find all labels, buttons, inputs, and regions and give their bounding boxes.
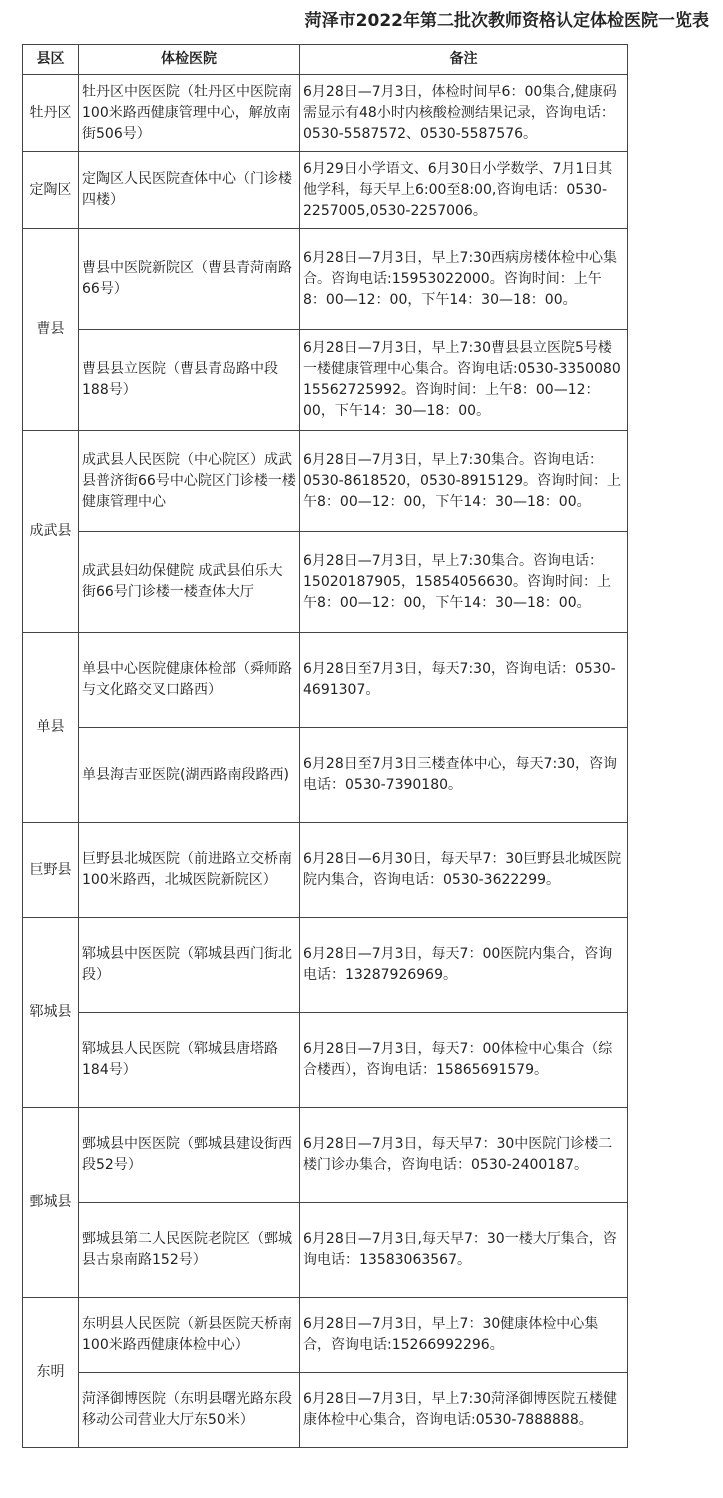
hospital-cell: 郓城县人民医院（郓城县唐塔路184号）: [79, 1013, 300, 1108]
hospital-cell: 单县中心医院健康体检部（舜师路与文化路交叉口路西）: [79, 633, 300, 728]
county-cell: 单县: [23, 633, 79, 823]
header-county: 县区: [23, 45, 79, 75]
hospital-table: [22, 44, 628, 1448]
note-cell: 6月28日—6月30日，每天早7：30巨野县北城医院院内集合，咨询电话：0530-3622299。: [300, 823, 628, 918]
note-cell: 6月28日—7月3日，早上7:30集合。咨询电话：0530-8618520，0530-8915129。咨询时间：上午8：00—12：00，下午14：30—18：00。: [300, 431, 628, 532]
table-row: [23, 431, 628, 532]
table-row: [23, 1203, 628, 1298]
note-cell: 6月28日—7月3日，每天早7：30中医院门诊楼二楼门诊办集合，咨询电话：0530-2400187。: [300, 1108, 628, 1203]
note-cell: 6月29日小学语文、6月30日小学数学、7月1日其他学科，每天早上6:00至8:00,咨询电话：0530-2257005,0530-2257006。: [300, 152, 628, 229]
note-cell: 6月28日至7月3日，每天7:30，咨询电话：0530-4691307。: [300, 633, 628, 728]
county-cell: 定陶区: [23, 152, 79, 229]
header-note: 备注: [300, 45, 628, 75]
county-cell: 牡丹区: [23, 75, 79, 152]
table-row: [23, 229, 628, 330]
note-cell: 6月28日—7月3日，早上7:30西病房楼体检中心集合。咨询电话:15953022000。咨询时间：上午8：00—12：00，下午14：30—18：00。: [300, 229, 628, 330]
header-hospital: 体检医院: [79, 45, 300, 75]
table-row: [23, 330, 628, 431]
table-row: [23, 532, 628, 633]
hospital-cell: 郓城县中医医院（郓城县西门街北段）: [79, 918, 300, 1013]
note-cell: 6月28日—7月3日,每天早7：30一楼大厅集合，咨询电话：13583063567。: [300, 1203, 628, 1298]
table-row: [23, 823, 628, 918]
county-cell: 成武县: [23, 431, 79, 633]
table-row: [23, 1373, 628, 1448]
county-cell: 鄄城县: [23, 1108, 79, 1298]
hospital-cell: 成武县人民医院（中心院区）成武县普济街66号中心院区门诊楼一楼健康管理中心: [79, 431, 300, 532]
note-cell: 6月28日—7月3日，早上7:30菏泽御博医院五楼健康体检中心集合，咨询电话:0530-7888888。: [300, 1373, 628, 1448]
county-cell: 郓城县: [23, 918, 79, 1108]
note-cell: 6月28日—7月3日，早上7:30集合。咨询电话：15020187905，15854056630。咨询时间：上午8：00—12：00，下午14：30—18：00。: [300, 532, 628, 633]
note-cell: 6月28日—7月3日，早上7：30健康体检中心集合，咨询电话:15266992296。: [300, 1298, 628, 1373]
hospital-cell: 鄄城县中医医院（鄄城县建设街西段52号）: [79, 1108, 300, 1203]
hospital-cell: 东明县人民医院（新县医院天桥南100米路西健康体检中心）: [79, 1298, 300, 1373]
hospital-cell: 牡丹区中医医院（牡丹区中医院南100米路西健康管理中心，解放南街506号）: [79, 75, 300, 152]
note-cell: 6月28日—7月3日，体检时间早6：00集合,健康码需显示有48小时内核酸检测结果记录，咨询电话：0530-5587572、0530-5587576。: [300, 75, 628, 152]
table-row: [23, 728, 628, 823]
note-cell: 6月28日—7月3日，早上7:30曹县县立医院5号楼一楼健康管理中心集合。咨询电话:0530-3350080 15562725992。咨询时间：上午8：00—12：00，下午14：30—18：00。: [300, 330, 628, 431]
hospital-cell: 曹县县立医院（曹县青岛路中段188号）: [79, 330, 300, 431]
hospital-cell: 定陶区人民医院查体中心（门诊楼四楼）: [79, 152, 300, 229]
hospital-cell: 单县海吉亚医院(湖西路南段路西): [79, 728, 300, 823]
table-row: [23, 633, 628, 728]
county-cell: 东明: [23, 1298, 79, 1448]
hospital-cell: 巨野县北城医院（前进路立交桥南100米路西，北城医院新院区）: [79, 823, 300, 918]
table-row: [23, 1298, 628, 1373]
table-row: [23, 918, 628, 1013]
note-cell: 6月28日—7月3日，每天7：00医院内集合，咨询电话：13287926969。: [300, 918, 628, 1013]
hospital-cell: 菏泽御博医院（东明县曙光路东段移动公司营业大厅东50米）: [79, 1373, 300, 1448]
table-row: [23, 152, 628, 229]
hospital-cell: 曹县中医院新院区（曹县青菏南路66号）: [79, 229, 300, 330]
page-title: 菏泽市2022年第二批次教师资格认定体检医院一览表: [304, 11, 709, 31]
header-row: [23, 45, 628, 75]
note-cell: 6月28日—7月3日，每天7：00体检中心集合（综合楼西），咨询电话：15865691579。: [300, 1013, 628, 1108]
county-cell: 曹县: [23, 229, 79, 431]
table-row: [23, 75, 628, 152]
table-row: [23, 1013, 628, 1108]
table-row: [23, 1108, 628, 1203]
hospital-cell: 成武县妇幼保健院 成武县伯乐大街66号门诊楼一楼查体大厅: [79, 532, 300, 633]
note-cell: 6月28日至7月3日三楼查体中心，每天7:30，咨询电话：0530-7390180。: [300, 728, 628, 823]
hospital-cell: 鄄城县第二人民医院老院区（鄄城县古泉南路152号）: [79, 1203, 300, 1298]
county-cell: 巨野县: [23, 823, 79, 918]
